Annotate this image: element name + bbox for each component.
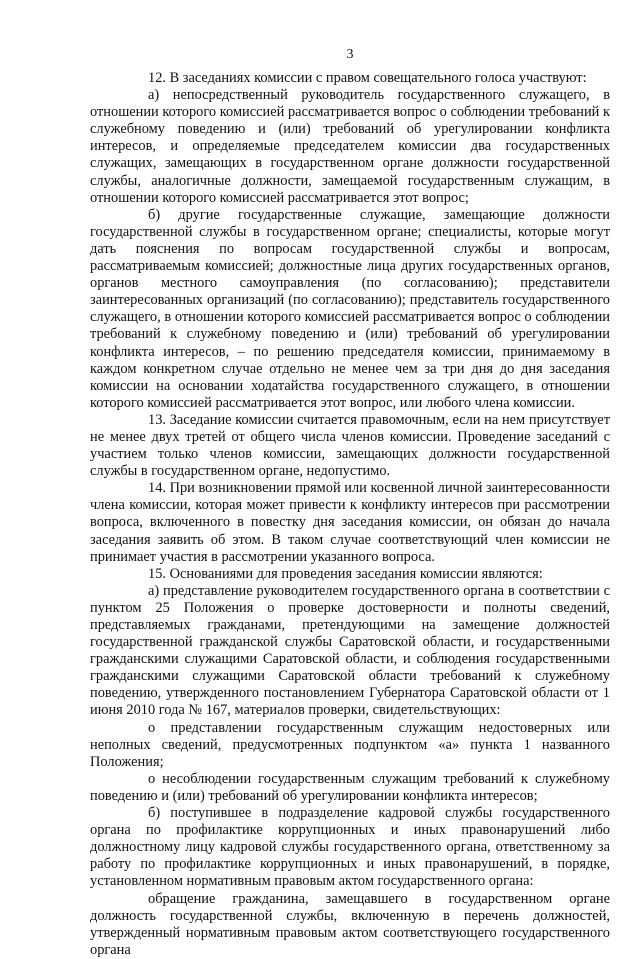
paragraph-12-a: а) непосредственный руководитель государственного служащего, в отношении которого комиссией рассматривается вопрос о соблюдении требований к служебному поведению и (или) требований об урегулировании конфликта интересов, и определяемые председателем комиссии два государственных служащих, замещающих в государственном органе должности государственной службы, аналогичные должности, замещаемой государственным служащим, в отношении которого комиссией рассматривается этот вопрос; bbox=[90, 87, 610, 206]
paragraph-13: 13. Заседание комиссии считается правомочным, если на нем присутствует не менее двух третей от общего числа членов комиссии. Проведение заседаний с участием только членов комиссии, замещающих должности государственной службы в государственном органе, недопустимо. bbox=[90, 411, 610, 480]
paragraph-12-b: б) другие государственные служащие, замещающие должности государственной службы в государственном органе; специалисты, которые могут дать пояснения по вопросам государственной службы и вопросам, рассматриваемым комиссией; должностные лица других государственных органов, органов местного самоуправления (по согласованию); представители заинтересованных организаций (по согласованию); представитель государственного служащего, в отношении которого комиссией рассматривается вопрос о соблюдении требований к служебному поведению и (или) требований об урегулировании конфликта интересов, – по решению председателя комиссии, принимаемому в каждом конкретном случае отдельно не менее чем за три дня до дня заседания комиссии на основании ходатайства государственного служащего, в отношении которого комиссией рассматривается этот вопрос, или любого члена комиссии. bbox=[90, 206, 610, 411]
paragraph-12-intro: 12. В заседаниях комиссии с правом совещательного голоса участвуют: bbox=[148, 70, 587, 86]
paragraph-15-intro: 15. Основаниями для проведения заседания комиссии являются: bbox=[148, 565, 543, 582]
paragraph-15-a-item-2: о несоблюдении государственным служащим требований к служебному поведению и (или) требований об урегулировании конфликта интересов; bbox=[90, 770, 610, 804]
page-number: 3 bbox=[346, 47, 354, 62]
paragraph-14: 14. При возникновении прямой или косвенной личной заинтересованности члена комиссии, которая может привести к конфликту интересов при рассмотрении вопроса, включенного в повестку дня заседания комиссии, он обязан до начала заседания заявить об этом. В таком случае соответствующий член комиссии не принимает участия в рассмотрении указанного вопроса. bbox=[90, 480, 610, 565]
paragraph-15-b-item-1: обращение гражданина, замещавшего в государственном органе должность государственной службы, включенную в перечень должностей, утвержденный нормативным правовым актом соответствующего государственного органа bbox=[90, 890, 610, 958]
paragraph-15-b: б) поступившее в подразделение кадровой службы государственного органа по профилактике коррупционных и иных правонарушений либо должностному лицу кадровой службы государственного органа, ответственному за работу по профилактике коррупционных и иных правонарушений, в порядке, установленном нормативным правовым актом государственного органа: bbox=[90, 805, 610, 890]
paragraph-15-a-item-1: о представлении государственным служащим недостоверных или неполных сведений, предусмотренных подпунктом «а» пункта 1 названного Положения; bbox=[90, 719, 610, 770]
paragraph-15-a: а) представление руководителем государственного органа в соответствии с пунктом 25 Положения о проверке достоверности и полноты сведений, представляемых гражданами, претендующими на замещение должностей государственной гражданской службы Саратовской области, и государственными гражданскими служащими Саратовской области, и соблюдения государственными гражданскими служащими Саратовской области требований к служебному поведению, утвержденного постановлением Губернатора Саратовской области от 1 июня 2010 года № 167, материалов проверки, свидетельствующих: bbox=[90, 582, 610, 719]
